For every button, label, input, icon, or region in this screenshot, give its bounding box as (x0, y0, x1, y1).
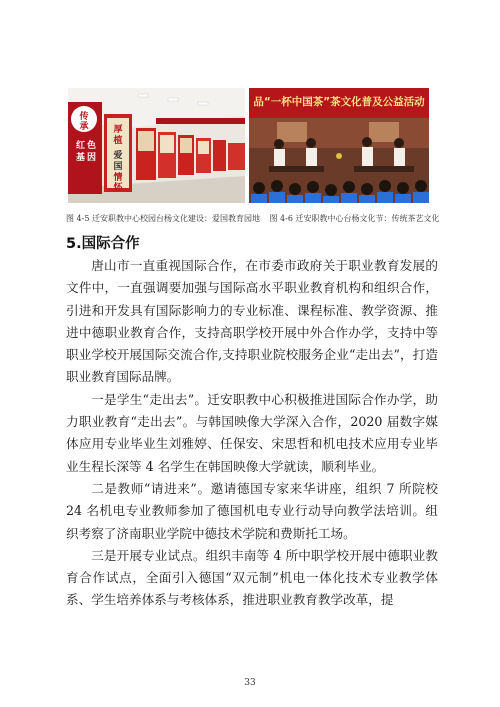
figure-captions (66, 213, 438, 224)
figure-4-6-photo (249, 88, 429, 203)
campus-corridor-image (68, 88, 245, 203)
figure-4-6-caption: 图 4-6 迁安职教中心台杨文化节：传统茶艺文化 (269, 214, 440, 223)
left-image-char-7: 厚 (113, 125, 123, 135)
left-image-char-6: 因 (87, 153, 97, 163)
tea-ceremony-image (249, 88, 429, 203)
left-image-char-12: 怀 (113, 183, 123, 193)
section-heading: 5.国际合作 (66, 236, 140, 252)
left-image-char-11: 情 (113, 173, 123, 183)
left-image-char-3: 红 (76, 141, 86, 151)
left-image-char-2: 承 (79, 122, 89, 132)
left-image-char-1: 传 (79, 112, 89, 122)
left-image-char-10: 国 (113, 162, 123, 172)
left-image-char-5: 基 (76, 153, 86, 163)
paragraph-intro: 唐山市一直重视国际合作，在市委市政府关于职业教育发展的文件中，一直强调要加强与国际高水平职业教育机构和组织合作，引进和开发具有国际影响力的专业标准、课程标准、教学资源、推进中德职业教育合作，支持高职学校开展中外合作办学，支持中等职业学校开展国际交流合作,支持职业院校服务企业“走出去”，打造职业教育国际品牌。 (66, 258, 438, 385)
body-text (66, 255, 438, 612)
figure-4-5-caption: 图 4-5 迁安职教中心校园台杨文化建设：爱国教育园地 (66, 214, 260, 223)
page-number: 33 (244, 678, 256, 688)
left-image-char-4: 色 (87, 141, 97, 151)
paragraph-students-going-out: 一是学生“走出去”。迁安职教中心积极推进国际合作办学，助力职业教育“走出去”。与韩国映像大学深入合作，2020 届数字媒体应用专业毕业生刘雅婷、任保安、宋思哲和机电技术应用专业毕业生程长深等 4 名学生在韩国映像大学就读，顺利毕业。 (66, 391, 438, 474)
left-image-char-8: 植 (113, 136, 123, 146)
figure-4-5-photo (68, 88, 245, 203)
paragraph-pilot-programs: 三是开展专业试点。组织丰南等 4 所中职学校开展中德职业教育合作试点，全面引入德国“双元制”机电一体化技术专业教学体系、学生培养体系与考核体系，推进职业教育教学改革，提 (66, 547, 438, 608)
paragraph-teachers-invited: 二是教师“请进来”。邀请德国专家来华讲座，组织 7 所院校 24 名机电专业教师参加了德国机电专业行动导向教学法培训。组织考察了济南职业学院中德技术学院和费斯托工场。 (66, 480, 438, 541)
left-image-char-9: 爱 (113, 151, 123, 161)
tea-event-banner-text: 品“一杯中国茶”茶文化普及公益活动 (253, 96, 425, 108)
